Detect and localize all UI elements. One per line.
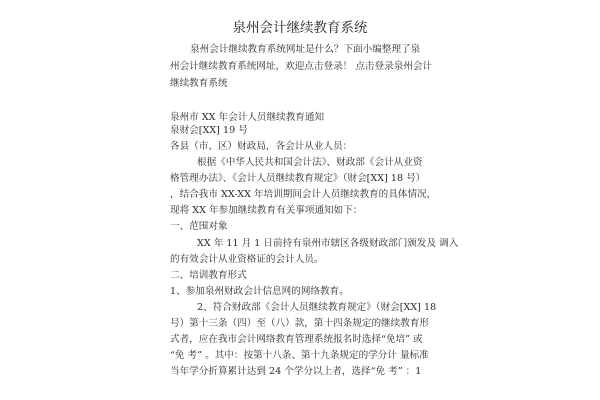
intro-line-3[interactable] (170, 77, 228, 91)
body-line-3: ，结合我市 XX-XX 年培训期间会计人员继续教育的具体情况， (170, 189, 437, 200)
login-link[interactable]: 州会计继续教育系统网址，欢迎点击登录！ 点击登录泉州会计 (170, 61, 433, 72)
body-line-2: 格管理办法》、《会计人员继续教育规定》（财会[XX] 18 号） (170, 173, 426, 184)
section-2-item-2-line-4: “免 考” 。其中：按第十八条、第十九条规定的学分计 量标准 (170, 350, 429, 361)
doc-number: 泉财会[XX] 19 号 (170, 125, 248, 136)
section-1-line-2: 的有效会计从业资格证的会计人员。 (170, 254, 324, 265)
addressees: 各县（市、区）财政局，各会计从业人员： (170, 141, 353, 152)
section-2-item-2-line-2: 号）第十三条（四）至（八）款，第十四条规定的继续教育形 (170, 318, 430, 329)
section-2-item-2-line-3: 式者，应在我市会计网络教育管理系统报名时选择“免培” 或 (170, 334, 423, 345)
body-line-1: 根据《中华人民共和国会计法》、财政部《会计从业资 (197, 157, 423, 168)
body-line-4: 现将 XX 年参加继续教育有关事项通知如下： (170, 205, 363, 216)
login-link-continued[interactable]: 继续教育系统 (170, 78, 228, 89)
section-1-heading: 一、范围对象 (170, 221, 228, 232)
section-2-heading: 二、培训教育形式 (170, 270, 247, 281)
page-title: 泉州会计继续教育系统 (232, 20, 368, 36)
section-1-line-1: XX 年 11 月 1 日前持有泉州市辖区各级财政部门颁发及 调入 (197, 238, 459, 249)
section-2-item-1: 1、参加泉州财政会计信息网的网络教育。 (170, 286, 349, 297)
notice-title: 泉州市 XX 年会计人员继续教育通知 (170, 112, 325, 123)
intro-line-1: 泉州会计继续教育系统网址是什么？下面小编整理了泉 (190, 44, 421, 55)
intro-line-2[interactable] (170, 60, 432, 74)
section-2-item-2-line-5: 当年学分折算累计达到 24 个学分以上者，选择“免 考” ：1 (170, 366, 422, 377)
section-2-item-2-line-1: 2、符合财政部《会计人员继续教育规定》（财会[XX] 18 (197, 302, 437, 313)
